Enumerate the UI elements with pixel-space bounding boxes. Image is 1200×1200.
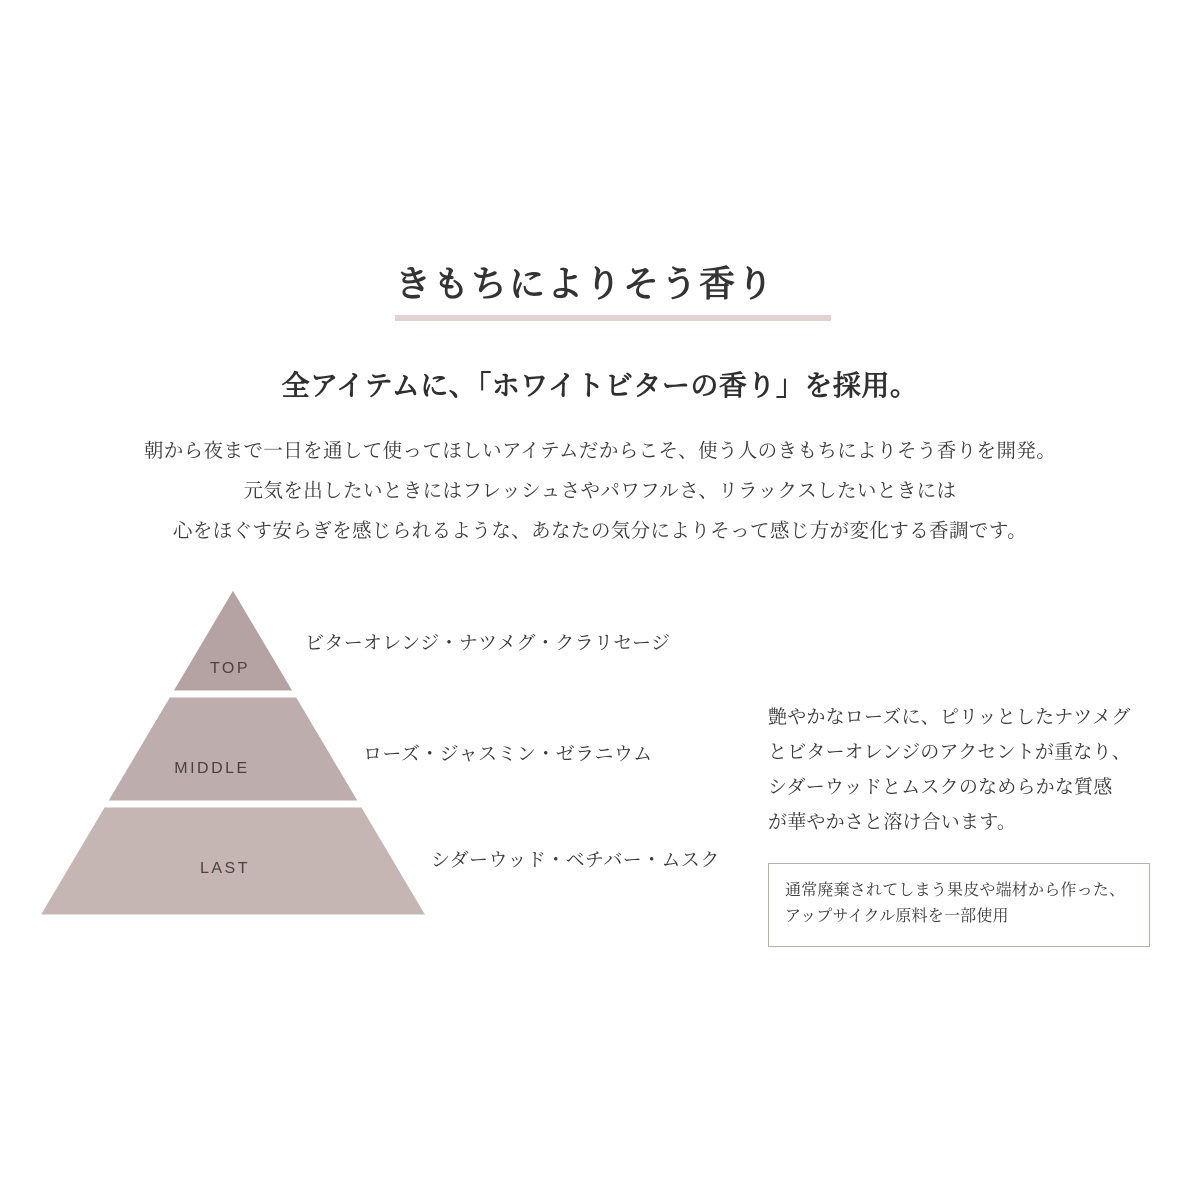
title-underline xyxy=(395,315,831,321)
scent-summary-line-1: 艶やかなローズに、ピリッとしたナツメグ xyxy=(768,707,1131,728)
body-copy-line-3: 心をほぐす安らぎを感じられるような、あなたの気分によりそって感じ方が変化する香調です。 xyxy=(172,519,1028,542)
scent-summary-line-2: とビターオレンジのアクセントが重なり、 xyxy=(768,742,1131,764)
pyramid-label-last: LAST xyxy=(199,860,250,877)
body-copy xyxy=(0,432,1200,552)
upcycle-callout-line-2: アップサイクル原料を一部使用 xyxy=(785,907,1009,925)
page-title-block xyxy=(395,262,831,321)
body-copy-line-2: 元気を出したいときにはフレッシュさやパワフルさ、リラックスしたいときには xyxy=(243,479,957,502)
page-title: きもちによりそう香り xyxy=(395,263,776,304)
scent-summary-line-4: が華やかさと溶け合います。 xyxy=(768,812,1017,834)
scent-summary-line-3: シダーウッドとムスクのなめらかな質感 xyxy=(768,777,1113,799)
subheading: 全アイテムに、「ホワイトビターの香り」を採用。 xyxy=(281,370,919,401)
upcycle-callout-line-1: 通常廃棄されてしまう果皮や端材から作った、 xyxy=(785,881,1126,899)
body-copy-line-1: 朝から夜まで一日を通して使ってほしいアイテムだからこそ、使う人のきもちによりそう香りを開発。 xyxy=(143,440,1057,462)
scent-summary xyxy=(768,700,1188,841)
pyramid-label-top: TOP xyxy=(209,660,251,677)
upcycle-callout xyxy=(768,863,1150,948)
pyramid-notes-last: シダーウッド・ベチバー・ムスク xyxy=(431,850,720,871)
right-column xyxy=(768,700,1188,947)
pyramid-label-middle: MIDDLE xyxy=(174,760,250,777)
pyramid-notes-top: ビターオレンジ・ナツメグ・クラリセージ xyxy=(305,633,671,654)
pyramid-notes-middle: ローズ・ジャスミン・ゼラニウム xyxy=(363,744,653,765)
